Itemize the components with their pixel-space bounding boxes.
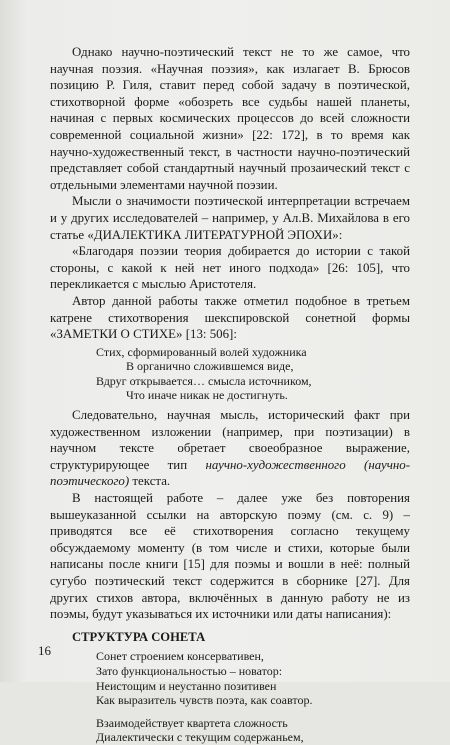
verse-line: Диалектически с текущим содержаньем, [96,730,304,745]
paragraph-text: Следовательно, научная мысль, исторический факт при художественном изложении (например, при поэтизации) в научном тексте обретает своеобразное выражение, структурирующее тип [50,408,410,472]
paragraph [50,407,410,490]
paragraph: Мысли о значимости поэтической интерпретации встречаем и у других исследователей – например, у Ал.В. Михайлова в его статье «ДИАЛЕКТИКА ЛИТЕРАТУРНОЙ ЭПОХИ»: [50,194,410,242]
verse-line: Как выразитель чувств поэта, как соавтор. [96,693,313,708]
verse-line: Вдруг открывается… смысла источником, [96,373,312,388]
verse-line: Взаимодействует квартета сложность [96,715,288,730]
sonnet-verse [96,649,410,745]
paragraph: В настоящей работе – далее уже без повторения вышеуказанной ссылки на авторскую поэму (см. с. 9) – приводятся все её стихотворения согласно текущему обсуждаемому моменту (в том числе и стихи, которые были написаны после книги [15] для поэмы и вошли в неё: полный сугубо поэтический текст содержится в сборнике [27]. Для других стихов автора, включённых в данную работу не из поэмы, будут указываться их источники или даты написания): [50,491,410,622]
paragraph-text: текста. [129,474,171,489]
emphasis-text: научно-художественного (научно-поэтического) [50,457,410,489]
verse-line: В органично сложившемся виде, [126,359,294,374]
verse-line: Неистощим и неустанно позитивен [96,678,277,693]
verse-line: Зато функциональностью – новатор: [96,663,283,678]
paragraph: Автор данной работы также отметил подобное в третьем катрене стихотворения шекспировской сонетной формы «ЗАМЕТКИ О СТИХЕ» [13: 506]: [50,293,410,342]
paragraph: «Благодаря поэзии теория добирается до истории с такой стороны, с какой к ней нет иного подхода» [26: 105], что перекликается с мыслью Аристотеля. [50,244,410,292]
page-number: 16 [38,643,51,658]
body-text [50,44,410,745]
verse-line: Стих, сформированный волей художника [96,344,307,359]
stanza-gap [96,708,410,716]
section-heading: СТРУКТУРА СОНЕТА [72,629,206,644]
verse-line: Что иначе никак не достигнуть. [126,388,288,403]
verse-quote [96,345,410,403]
paragraph: Однако научно-поэтический текст не то же самое, что научная поэзия. «Научная поэзия», как излагает В. Брюсов позицию Р. Гиля, ставит перед собой задачу в поэтической, стихотворной форме «обозреть все судьбы нашей планеты, начиная с первых космических процессов до всей сложности современной социальной жизни» [22: 172], в то время как научно-художественный текст, в частности научно-поэтический представляет собой стандартный научный прозаический текст с отдельными элементами научной поэзии. [50,45,410,192]
verse-line: Сонет строением консервативен, [96,649,264,664]
